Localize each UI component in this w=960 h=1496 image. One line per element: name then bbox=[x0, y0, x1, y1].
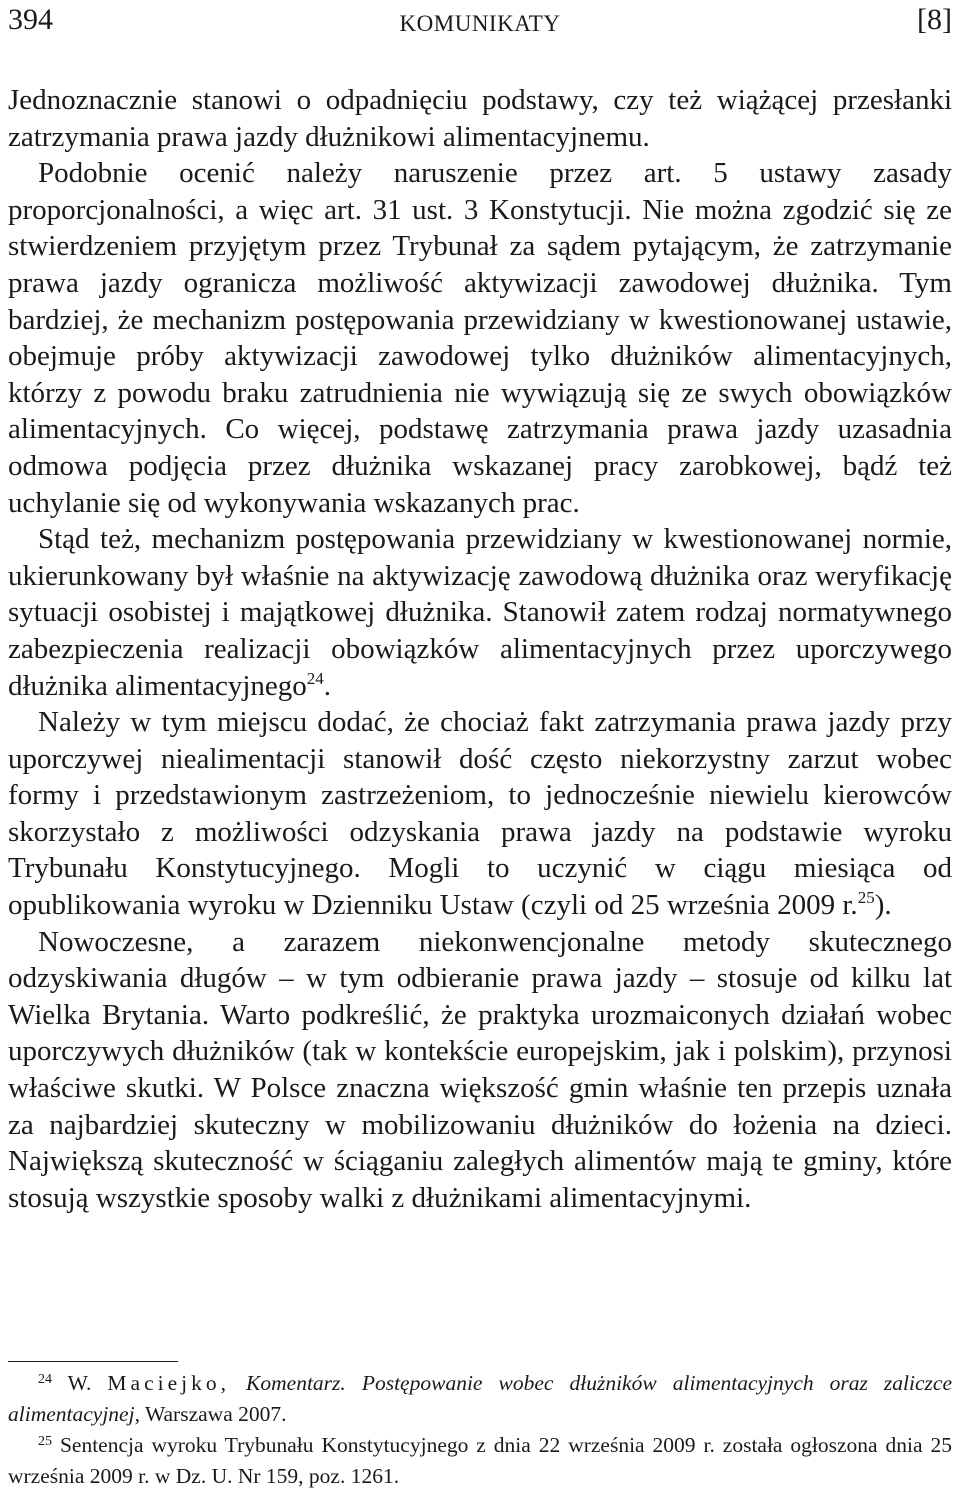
footnote-number: 25 bbox=[38, 1434, 52, 1449]
footnote-ref-24[interactable]: 24 bbox=[306, 668, 324, 688]
page-header bbox=[8, 2, 952, 42]
footnote-ref-25[interactable]: 25 bbox=[857, 888, 875, 908]
footnote-author-initial: W. bbox=[67, 1371, 92, 1395]
footnote-text: Sentencja wyroku Trybunału Konstytucyjnego z dnia 22 września 2009 r. została ogłoszona dnia 25 września 2009 r. w Dz. U. Nr 159, poz. 1261. bbox=[8, 1433, 952, 1488]
footnote-divider bbox=[8, 1361, 178, 1362]
footnote-rest: , Warszawa 2007. bbox=[134, 1402, 287, 1426]
paragraph-1: Jednoznacznie stanowi o odpadnięciu podstawy, czy też wiążącej przesłanki zatrzymania prawa jazdy dłużnikowi alimentacyjnemu. bbox=[8, 84, 952, 153]
paragraph-4-end: ). bbox=[874, 889, 892, 922]
footnote-number: 24 bbox=[38, 1372, 52, 1387]
article-body bbox=[8, 82, 952, 1216]
paragraph-4-text: Należy w tym miejscu dodać, że chociaż fakt zatrzymania prawa jazdy przy uporczywej niealimentacji stanowił dość często niekorzystny zarzut wobec formy i przedstawionym zastrzeżeniom, to jednocześnie niewielu kierowców skorzystało z możliwości odzyskania prawa jazdy na podstawie wyroku Trybunału Konstytucyjnego. Mogli to uczynić w ciągu miesiąca od opublikowania wyroku w Dzienniku Ustaw (czyli od 25 września 2009 r. bbox=[8, 706, 952, 922]
paragraph-4 bbox=[8, 704, 952, 924]
paragraph-5: Nowoczesne, a zarazem niekonwencjonalne metody skutecznego odzyskiwania długów – w tym odbieranie prawa jazdy – stosuje od kilku lat Wielka Brytania. Warto podkreślić, że praktyka urozmaiconych działań wobec uporczywych dłużników (tak w kontekście europejskim, jak i polskim), przynosi właściwe skutki. W Polsce znaczna większość gmin właśnie ten przepis uznała za najbardziej skuteczny w mobilizowaniu dłużników do łożenia na dzieci. Największą skuteczność w ściąganiu zaległych alimentów mają te gminy, które stosują wszystkie sposoby walki z dłużnikami alimentacyjnymi. bbox=[8, 925, 952, 1214]
footnotes bbox=[8, 1368, 952, 1492]
paragraph-2: Podobnie ocenić należy naruszenie przez art. 5 ustawy zasady proporcjonalności, a więc art. 31 ust. 3 Konstytucji. Nie można zgodzić się ze stwierdzeniem przyjętym przez Trybunał za sądem pytającym, że zatrzymanie prawa jazdy ogranicza możliwość aktywizacji zawodowej dłużnika. Tym bardziej, że mechanizm postępowania przewidziany w kwestionowanej ustawie, obejmuje próby aktywizacji zawodowej tylko dłużników alimentacyjnych, którzy z powodu braku zatrudnienia nie wywiązują się ze swych obowiązków alimentacyjnych. Co więcej, podstawę zatrzymania prawa jazdy uzasadnia odmowa podjęcia przez dłużnika wskazanej pracy zarobkowej, bądź też uchylanie się od wykonywania wskazanych prac. bbox=[8, 157, 952, 519]
paragraph-3-text: Stąd też, mechanizm postępowania przewidziany w kwestionowanej normie, ukierunkowany był właśnie na aktywizację zawodową dłużnika oraz weryfikację sytuacji osobistej i majątkowej dłużnika. Stanowił zatem rodzaj normatywnego zabezpieczenia realizacji obowiązków alimentacyjnych przez uporczywego dłużnika alimentacyjnego bbox=[8, 523, 952, 702]
running-title: KOMUNIKATY bbox=[399, 11, 561, 36]
page-number: 394 bbox=[8, 3, 53, 36]
paragraph-3 bbox=[8, 521, 952, 704]
section-number: [8] bbox=[917, 3, 952, 36]
paragraph-3-end: . bbox=[323, 669, 332, 702]
footnote-24 bbox=[8, 1368, 952, 1430]
footnote-25 bbox=[8, 1430, 952, 1492]
footnote-title: Komentarz. Postępowanie wobec dłużników alimentacyjnych oraz zaliczce alimentacyjnej bbox=[8, 1371, 952, 1426]
footnote-author-surname: Maciejko, bbox=[107, 1371, 230, 1395]
